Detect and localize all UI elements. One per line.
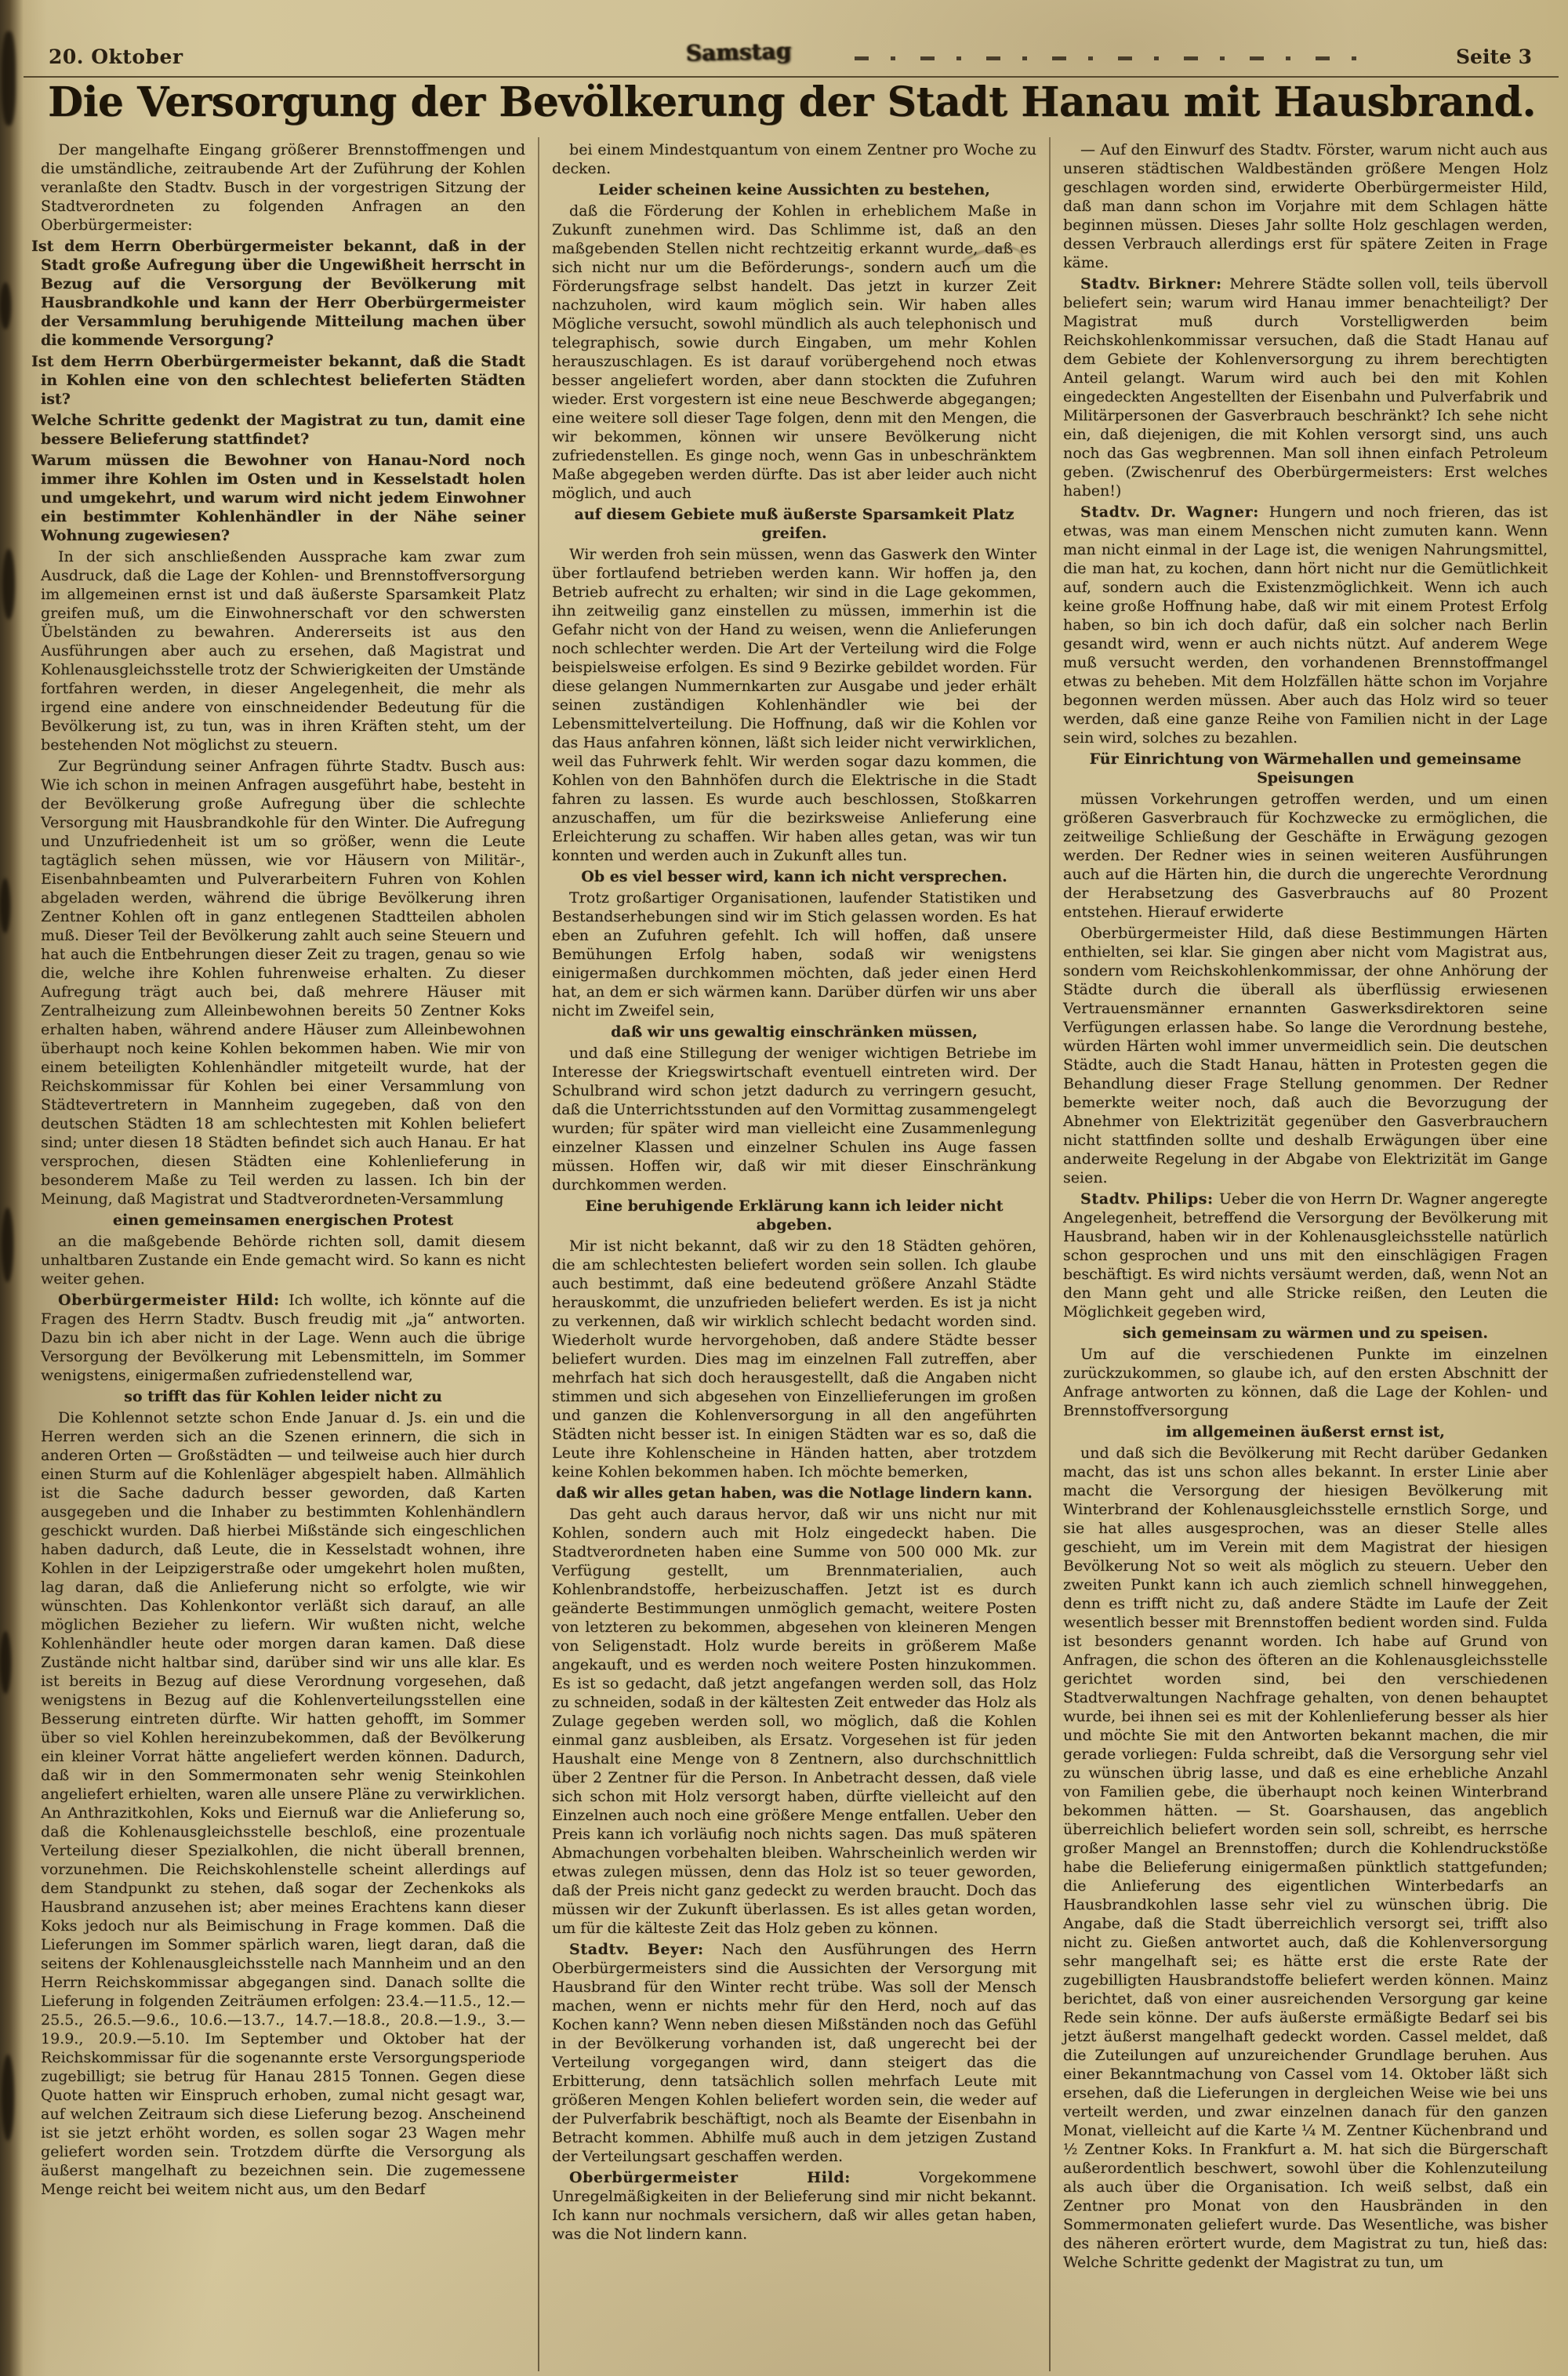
article-paragraph: Das geht auch daraus hervor, daß wir uns nicht nur mit Kohlen, sondern auch mit Holz eingedeckt haben. Die Stadtverordneten haben eine Summe von 500 000 Mk. zur Verfügung gestellt, um Brennmaterialien, auch Kohlenbrandstoffe, herbeizuschaffen. Jetzt ist es durch geänderte Bestimmungen unmöglich gemacht, weitere Posten von letzteren zu bekommen, abgesehen von kleineren Mengen von Seligenstadt. Holz wurde bereits in größerem Maße angekauft, und es werden noch weitere Posten hinzukommen. Es ist so gedacht, daß jetzt angefangen werden soll, das Holz zu schneiden, sodaß in der kältesten Zeit entweder das Holz als Zulage gegeben werden soll, wo möglich, daß die Kohlen einmal ganz ausbleiben, als Ersatz. Vorgesehen ist für jeden Haushalt eine Menge von 8 Zentnern, also durchschnittlich über 2 Zentner für die Person. In Anbetracht dessen, daß viele sich schon mit Holz versorgt haben, dürfte vielleicht auf den Einzelnen auch noch eine größere Menge entfallen. Ueber den Preis kann ich vorläufig noch nichts sagen. Das muß späteren Abmachungen vorbehalten bleiben. Wahrscheinlich werden wir etwas zulegen müssen, denn das Holz ist so teuer geworden, daß der Preis nicht ganz gedeckt zu werden braucht. Doch das müssen wir der Zukunft überlassen. Es ist alles getan worden, um für die kälteste Zeit das Holz geben zu können. [552,1506,1036,1937]
article-headline: Die Versorgung der Bevölkerung der Stadt Hanau mit Hausbrand. [47,78,1537,126]
inquiry-item: Warum müssen die Bewohner von Hanau-Nord noch immer ihre Kohlen im Osten und in Kesselstadt holen und umgekehrt, und warum wird nicht jedem Einwohner ein bestimmter Kohlenhändler in der Nähe seiner Wohnung zugewiesen? [31,452,525,544]
column-rule [1049,137,1051,2371]
header-dashes [855,56,1356,60]
article-subheading: Eine beruhigende Erklärung kann ich leider nicht abgeben. [585,1197,1004,1233]
article-paragraph: Oberbürgermeister Hild, daß diese Bestimmungen Härten enthielten, sei klar. Sie gingen aber nicht vom Magistrat aus, sondern vom Reichskohlenkommissar, der ohne Anhörung der Städte durch die überall als überflüssig erwiesenen Vertrauensmänner ernannten Gaswerksdirektoren seine Verfügungen erlassen habe. So lange die Verordnung bestehe, würden Härten wohl immer unvermeidlich sein. Die deutschen Städte, auch die Stadt Hanau, hätten in Protesten gegen die Behandlung dieser Frage Stellung genommen. Der Redner bemerkte weiter noch, daß auch die Bevorzugung der Abnehmer von Elektrizität gegenüber den Gasverbrauchern nicht stattfinden sollte und deshalb Erwägungen über eine anderweite Regelung in der Abgabe von Elektrizität im Gange seien. [1063,925,1548,1186]
article-paragraph: — Auf den Einwurf des Stadtv. Förster, warum nicht auch aus unseren städtischen Waldbeständen größere Mengen Holz geschlagen worden sind, erwiderte Oberbürgermeister Hild, daß man dann schon im Vorjahre mit dem Schlagen hätte beginnen müssen. Dieses Jahr sollte Holz geschlagen werden, dessen Verbrauch allerdings erst für spätere Zeiten in Frage käme. [1063,141,1548,271]
article-subheading: auf diesem Gebiete muß äußerste Sparsamkeit Platz greifen. [574,506,1014,542]
article-paragraph: Wir werden froh sein müssen, wenn das Gaswerk den Winter über fortlaufend betrieben werden kann. Wir hoffen ja, den Betrieb aufrecht zu erhalten; wir sind in die Lage gekommen, ihn zeitweilig ganz einstellen zu müssen, immerhin ist die Gefahr nicht von der Hand zu weisen, wenn die Anlieferungen noch schlechter werden. Die Art der Verteilung wird die Folge beispielsweise erfolgen. Es sind 9 Bezirke gebildet worden. Für diese gelangen Nummernkarten zur Ausgabe und jeder erhält seinen zuständigen Kohlenhändler wie bei der Lebensmittelverteilung. Die Hoffnung, daß wir die Kohlen vor das Haus anfahren können, läßt sich leider nicht verwirklichen, weil das Fuhrwerk fehlt. Wir werden sogar dazu kommen, die Kohlen von den Bahnhöfen durch die Elektrische in die Stadt fahren zu lassen. Es wurde auch beschlossen, Stoßkarren anzuschaffen, um für die bezirksweise Anlieferung eine Erleichterung zu schaffen. Wir haben alles getan, was wir tun konnten und werden auch in Zukunft alles tun. [552,546,1036,864]
column-2 [539,137,1049,2371]
article-subheading: Ob es viel besser wird, kann ich nicht versprechen. [581,868,1007,885]
ink-blot [0,1631,11,1694]
ink-blot [2,549,15,619]
article-paragraph: und daß eine Stillegung der weniger wichtigen Betriebe im Interesse der Kriegswirtschaft eventuell eintreten wird. Der Schulbrand wird schon jetzt dadurch zu verringern gesucht, daß die Unterrichtsstunden auf den Vormittag zusammengelegt wurden; für später wird man vielleicht eine Zusammenlegung einzelner Klassen und einzelner Schulen ins Auge fassen müssen. Hoffen wir, daß wir mit dieser Einschränkung durchkommen werden. [552,1044,1036,1193]
inquiry-item: Ist dem Herrn Oberbürgermeister bekannt, daß in der Stadt große Aufregung über die Ungewißheit herrscht in Bezug auf die Versorgung der Bevölkerung mit Hausbrandkohle und kann der Herr Oberbürgermeister der Versammlung beruhigende Mitteilung machen über die kommende Versorgung? [31,238,525,349]
article-paragraph: müssen Vorkehrungen getroffen werden, und um einen größeren Gasverbrauch für Kochzwecke zu ermöglichen, die zeitweilige Schließung der Geschäfte in Erwägung gezogen werden. Der Redner wies in seinen weiteren Ausführungen auch auf die Härten hin, die durch die ungerechte Verordnung der Herabsetzung des Gasverbrauchs auf 80 Prozent entstehen. Hierauf erwiderte [1063,790,1548,921]
article-paragraph: In der sich anschließenden Aussprache kam zwar zum Ausdruck, daß die Lage der Kohlen- und Brennstoffversorgung im allgemeinen ernst ist und daß äußerste Sparsamkeit Platz greifen muß, um die Einwohnerschaft vor den schwersten Übelständen zu bewahren. Andererseits ist aus den Ausführungen aber auch zu ersehen, daß Magistrat und Kohlenausgleichsstelle trotz der Schwierigkeiten der Umstände fortfahren werden, in dieser Angelegenheit, die mehr als irgend eine andere von einschneidender Bedeutung für die Bevölkerung ist, zu tun, was in ihren Kräften steht, um der bestehenden Not möglichst zu steuern. [41,548,525,754]
ink-blot [2,1208,13,1282]
speaker-name: Stadtv. Birkner: [1080,275,1230,292]
article-columns [28,137,1560,2371]
inquiry-item: Welche Schritte gedenkt der Magistrat zu tun, damit eine bessere Belieferung stattfindet? [31,412,525,448]
article-paragraph: Stadtv. Beyer: Nach den Ausführungen des Herrn Oberbürgermeisters sind die Aussichten der Versorgung mit Hausbrand für den Winter recht trübe. Was soll der Mensch machen, wenn er nichts mehr für den Herd, noch auf das Kochen kann? Wenn neben diesen Mißständen noch das Gefühl in der Bevölkerung vorhanden ist, daß ungerecht bei der Verteilung vorgegangen wird, dann steigert das die Erbitterung, denn tatsächlich sollen mehrfach Leute mit größeren Mengen Kohlen beliefert worden sein, die weder auf der Pulverfabrik beschäftigt, noch als Beamte der Eisenbahn in Betracht kommen. Abhilfe muß auch in dem jetzigen Zustand der Verteilungsart geschaffen werden. [552,1941,1036,2165]
header-rule [24,76,1559,78]
page-number: Seite 3 [1455,45,1532,68]
article-paragraph: daß die Förderung der Kohlen in erheblichem Maße in Zukunft zunehmen wird. Das Schlimme ist, daß an den maßgebenden Stellen nicht rechtzeitig erkannt wurde, daß es sich nicht nur um die Beförderungs-, sondern auch um die Förderungsfrage selbst handelt. Das jetzt in kurzer Zeit nachzuholen, wird kaum möglich sein. Wir haben alles Mögliche versucht, sowohl mündlich als auch telephonisch und telegraphisch, sowie durch Eingaben, um mehr Kohlen herauszuschlagen. Es ist darauf vorübergehend noch etwas besser angeliefert worden, aber dann stockten die Zufuhren wieder. Erst vorgestern ist eine neue Beschwerde abgegangen; eine weitere soll dieser Tage folgen, denn mit den Mengen, die wir bekommen, können wir unsere Bevölkerung nicht zufriedenstellen. Es ginge noch, wenn Gas in unbeschränktem Maße abgegeben werden dürfte. Das ist aber leider auch nicht möglich, und auch [552,202,1036,502]
article-paragraph: Der mangelhafte Eingang größerer Brennstoffmengen und die umständliche, zeitraubende Art der Zuführung der Kohlen veranlaßte den Stadtv. Busch in der vorgestrigen Sitzung der Stadtverordneten zu folgenden Anfragen an den Oberbürgermeister: [41,141,525,234]
article-paragraph: und daß sich die Bevölkerung mit Recht darüber Gedanken macht, das ist uns schon alles bekannt. In erster Linie aber macht die Versorgung der hiesigen Bevölkerung mit Winterbrand der Kohlenausgleichsstelle ernstlich Sorge, und sie hat alles ausgesprochen, was an dieser Stelle alles geschieht, um im Verein mit dem Magistrat der hiesigen Bevölkerung Not so weit als möglich zu steuern. Ueber den zweiten Punkt kann ich auch ziemlich schnell hinweggehen, denn es trifft nicht zu, daß andere Städte im Laufe der Zeit wesentlich besser mit Brennstoffen bedient worden sind. Fulda ist besonders genannt worden. Ich habe auf Grund von Anfragen, die schon des öfteren an die Kohlenausgleichsstelle gerichtet worden sind, bei den verschiedenen Stadtverwaltungen Nachfrage gehalten, von denen behauptet wurde, bei ihnen sei es mit der Kohlenlieferung besser als hier und möchte Sie mit den Antworten bekannt machen, die mir gerade vorliegen: Fulda schreibt, daß die Versorgung sehr viel zu wünschen übrig lasse, und daß es eine erhebliche Anzahl von Familien gebe, die überhaupt noch keinen Winterbrand bekommen hätten. — St. Goarshausen, das angeblich überreichlich beliefert worden sein soll, schreibt, es herrsche großer Mangel an Brennstoffen; durch die Kohlendruckstöße habe die Belieferung einigermaßen pünktlich stattgefunden; die Anlieferung des eigentlichen Winterbedarfs an Hausbrandkohlen lasse sehr viel zu wünschen übrig. Die Angabe, daß die Stadt überreichlich versorgt sei, trifft also nicht zu. Gießen antwortet auch, daß die Kohlenversorgung sehr mangelhaft sei; es hätte erst die erste Rate der zugebilligten Hausbrandstoffe beliefert werden können. Mainz berichtet, daß von einer ausreichenden Versorgung gar keine Rede sein könne. Der aufs äußerste ermäßigte Bedarf sei bis jetzt äußerst mangelhaft gedeckt worden. Cassel meldet, daß die Zuteilungen auf unzureichender Grundlage beruhen. Aus einer Bekanntmachung von Cassel vom 14. Oktober läßt sich ersehen, daß die Lieferungen in dergleichen Weise wie bei uns verteilt werden, und zwar einzelnen danach für den ganzen Monat, vielleicht auf die Karte ¼ M. Zentner Küchenbrand und ½ Zentner Koks. In Frankfurt a. M. hat sich die Bürgerschaft außerordentlich beschwert, sowohl über die Kohlenzuteilung als auch über die Organisation. Ich weiß selbst, daß ein Zentner pro Monat von den Hausbränden in den Sommermonaten geliefert wurde. Das Wesentliche, was bisher des näheren erörtert wurde, dem Magistrat zu tun, hieß das: Welche Schritte gedenkt der Magistrat zu tun, um [1063,1444,1548,2271]
column-1 [28,137,538,2371]
article-paragraph: Stadtv. Philips: Ueber die von Herrn Dr. Wagner angeregte Angelegenheit, betreffend die Versorgung der Bevölkerung mit Hausbrand, haben wir in der Kohlenausgleichsstelle natürlich schon gesprochen und uns mit den einschlägigen Fragen beschäftigt. Es wird nichts versäumt werden, daß, wenn Not an den Mann geht und alle Stricke reißen, den Leuten die Möglichkeit gegeben wird, [1063,1190,1548,1321]
ink-blot [0,282,11,329]
article-subheading: sich gemeinsam zu wärmen und zu speisen. [1122,1324,1488,1342]
article-paragraph: Zur Begründung seiner Anfragen führte Stadtv. Busch aus: Wie ich schon in meinen Anfragen ausgeführt habe, besteht in der Bevölkerung große Aufregung über die schlechte Versorgung mit Hausbrandkohle für den Winter. Die Aufregung und Unzufriedenheit ist um so größer, wenn die Leute tagtäglich sehen müssen, wie vor Häusern von Militär-, Eisenbahnbeamten und Pulverarbeitern Fuhren von Kohlen abgeladen werden, während die übrige Bevölkerung ihren Zentner Kohlen oft in ganz entlegenen Stadtteilen abholen muß. Dieser Teil der Bevölkerung zahlt auch seine Steuern und hat auch die Entbehrungen dieser Zeit zu tragen, genau so wie die, welche ihre Kohlen fuhrenweise erhalten. Zu dieser Aufregung trägt auch bei, daß mehrere Häuser mit Zentralheizung zum Alleinbewohnen bereits 50 Zentner Koks erhalten haben, während andere Häuser zum Alleinbewohnen überhaupt noch keine Kohlen bekommen haben. Wie mir von einem beteiligten Kohlenhändler mitgeteilt wurde, hat der Reichskommissar für Kohlen bei einer Versammlung von Städtevertretern in Mannheim zugegeben, daß von den deutschen Städten 18 am schlechtesten mit Kohlen beliefert sind; unter diesen 18 Städten befindet sich auch Hanau. Er hat versprochen, diesen Städten eine Kohlenlieferung in besonderem Maße zu Teil werden zu lassen. Ich bin der Meinung, daß Magistrat und Stadtverordneten-Versammlung [41,757,525,1208]
article-subheading: so trifft das für Kohlen leider nicht zu [124,1388,442,1405]
article-paragraph: Trotz großartiger Organisationen, laufender Statistiken und Bestandserhebungen sind wir im Stich gelassen worden. Es hat eben an Zufuhren gefehlt. Ich will hoffen, daß unsere Bemühungen Erfolg haben, sodaß wir wenigstens einigermaßen durchkommen möchten, daß jeder einen Herd hat, an dem er sich wärmen kann. Darüber dürfen wir uns aber nicht im Zweifel sein, [552,889,1036,1019]
speaker-name: Stadtv. Beyer: [569,1941,722,1958]
article-paragraph: Mir ist nicht bekannt, daß wir zu den 18 Städten gehören, die am schlechtesten beliefert worden sein sollen. Ich glaube auch bestimmt, daß eine bedeutend größere Anzahl Städte herauskommt, die unzufrieden beliefert werden. Es ist ja nicht zu verkennen, daß wir wirklich schlecht bedacht worden sind. Wiederholt wurde hervorgehoben, daß andere Städte besser beliefert wurden. Dies mag im einzelnen Fall zutreffen, aber mehrfach hat sich doch herausgestellt, daß die Angaben nicht stimmen und sich abgesehen von Einzellieferungen im großen und ganzen die Kohlenversorgung in all den angeführten Städten nicht besser ist. In einigen Städten war es so, daß die Leute ihre Kohlenscheine in Händen hatten, aber trotzdem keine Kohlen bekommen haben. Ich möchte bemerken, [552,1237,1036,1480]
article-subheading: daß wir uns gewaltig einschränken müssen, [611,1023,978,1041]
article-subheading: im allgemeinen äußerst ernst ist, [1166,1423,1445,1440]
speaker-name: Oberbürgermeister Hild: [569,2169,920,2186]
article-paragraph: bei einem Mindestquantum von einem Zentner pro Woche zu decken. [552,141,1036,177]
article-subheading: daß wir alles getan haben, was die Notlage lindern kann. [556,1484,1033,1502]
article-paragraph: Um auf die verschiedenen Punkte im einzelnen zurückzukommen, so glaube ich, auf den ersten Abschnitt der Anfrage antworten zu können, daß die Lage der Kohlen- und Brennstoffversorgung [1063,1346,1548,1419]
page-header [24,38,1559,74]
column-rule [538,137,539,2371]
speaker-name: Stadtv. Dr. Wagner: [1080,503,1269,521]
article-subheading: einen gemeinsamen energischen Protest [112,1212,454,1229]
day-stamp: Samstag [685,38,792,67]
article-paragraph: an die maßgebende Behörde richten soll, damit diesem unhaltbaren Zustande ein Ende gemacht wird. So kann es nicht weiter gehen. [41,1233,525,1288]
article-subheading: Leider scheinen keine Aussichten zu bestehen, [598,181,990,198]
ink-blot [2,31,16,125]
article-paragraph: Oberbürgermeister Hild: Ich wollte, ich könnte auf die Fragen des Herrn Stadtv. Busch freudig mit „ja“ antworten. Dazu bin ich aber nicht in der Lage. Wenn auch die übrige Versorgung der Bevölkerung mit Lebensmitteln, im Sommer wenigstens, einigermaßen zufriedenstellend war, [41,1292,525,1384]
issue-date: 20. Oktober [49,45,183,68]
article-paragraph: Die Kohlennot setzte schon Ende Januar d. Js. ein und die Herren werden sich an die Szenen erinnern, die sich in anderen Orten — Großstädten — und teilweise auch hier durch einen Sturm auf die Kohlenläger abgespielt haben. Allmählich ist die Sache dadurch besser geworden, daß Karten ausgegeben und die Inhaber zu bestimmten Kohlenhändlern geschickt wurden. Daß hierbei Mißstände sich eingeschlichen haben dadurch, daß Leute, die in Kesselstadt wohnen, ihre Kohlen in der Leipzigerstraße oder umgekehrt holen mußten, lag daran, daß die Anlieferung nicht so erfolgte, wie wir wünschten. Das Kohlenkontor verläßt sich darauf, an alle möglichen Bezieher zu liefern. Wir wußten nicht, welche Kohlenhändler heute oder morgen daran kamen. Daß diese Zustände nicht haltbar sind, darüber sind wir uns alle klar. Es ist bereits in Bezug auf diese Verordnung vorgesehen, daß wenigstens in Bezug auf die Kohlenverteilungsstellen eine Besserung eintreten dürfte. Wir hatten gehofft, im Sommer über so viel Kohlen hereinzubekommen, daß der Bevölkerung ein kleiner Vorrat hätte angeliefert werden können. Dadurch, daß wir in den Sommermonaten sehr wenig Steinkohlen angeliefert erhielten, waren alle unsere Pläne zu verwirklichen. An Anthrazitkohlen, Koks und Eiernuß war die Anlieferung so, daß die Kohlenausgleichsstelle beschloß, eine prozentuale Verteilung dieser Spezialkohlen, die nicht überall brennen, vorzunehmen. Die Reichskohlenstelle scheint allerdings auf dem Standpunkt zu stehen, daß sogar der Zechenkoks als Hausbrand anzusehen ist; aber meines Erachtens kann dieser Koks jedoch nur als Beimischung in Frage kommen. Daß die Lieferungen im Sommer spärlich waren, liegt daran, daß die seitens der Kohlenausgleichsstelle nach Mannheim und an den Herrn Reichskommissar abgegangen sind. Danach sollte die Lieferung in folgenden Zeiträumen erfolgen: 23.4.—11.5., 12.—25.5., 26.5.—9.6., 10.6.—13.7., 14.7.—18.8., 20.8.—1.9., 3.—19.9., 20.9.—5.10. Im September und Oktober hat der Reichskommissar für die sogenannte erste Versorgungsperiode zugebilligt; sie betrug für Hanau 2815 Tonnen. Gegen diese Quote hatten wir Einspruch erhoben, zumal nicht gesagt war, auf welchen Zeitraum sich diese Lieferung bezog. Anscheinend ist sie jetzt erhöht worden, es sollen sogar 23 Wagen mehr geliefert worden sein. Trotzdem dürfte die Versorgung als äußerst mangelhaft zu bezeichnen sein. Die zugemessene Menge reicht bei weitem nicht aus, um den Bedarf [41,1409,525,2198]
ink-blot [2,2054,14,2141]
article-paragraph: Stadtv. Dr. Wagner: Hungern und noch frieren, das ist etwas, was man einem Menschen nicht zumuten kann. Wenn man nicht einmal in der Lage ist, die wenigen Nahrungsmittel, die man hat, zu kochen, dann hört nicht nur die Gemütlichkeit auf, sondern auch die Existenzmöglichkeit. Wenn ich auch keine große Hoffnung habe, daß wir mit einem Protest Erfolg haben, so bin ich doch dafür, daß ein solcher nach Berlin gesandt wird, wenn er auch nichts nützt. Auf anderem Wege muß versucht werden, den vorhandenen Brennstoffmangel etwas zu beheben. Mit dem Holzfällen hätte schon im Vorjahre begonnen werden müssen. Aber auch das Holz wird so teuer werden, daß eine ganze Reihe von Familien nicht in der Lage sein wird, solches zu bezahlen. [1063,503,1548,747]
speaker-name: Stadtv. Philips: [1080,1190,1219,1208]
binding-edge [0,0,24,2376]
speaker-name: Oberbürgermeister Hild: [58,1292,289,1309]
article-paragraph: Stadtv. Birkner: Mehrere Städte sollen voll, teils übervoll beliefert sein; warum wird Hanau immer benachteiligt? Der Magistrat muß durch Vorstelligwerden beim Reichskohlenkommissar versuchen, daß die Stadt Hanau auf dem Gebiete der Kohlenversorgung zu ihrem berechtigten Anteil gelangt. Warum wird auch bei den mit Kohlen eingedeckten Angestellten der Eisenbahn und Pulverfabrik und Militärpersonen der Gasverbrauch beschränkt? Ich sehe nicht ein, daß diejenigen, die mit Kohlen versorgt sind, uns auch noch das Gas wegbrennen. Man soll ihnen einfach Petroleum geben. (Zwischenruf des Oberbürgermeisters: Erst welches haben!) [1063,275,1548,500]
ink-blot [0,878,10,933]
column-3 [1051,137,1560,2371]
article-paragraph: Oberbürgermeister Hild: Vorgekommene Unregelmäßigkeiten in der Belieferung sind mir nicht bekannt. Ich kann nur nochmals versichern, daß wir alles getan haben, was die Not lindern kann. [552,2169,1036,2243]
article-subheading: Für Einrichtung von Wärmehallen und gemeinsame Speisungen [1089,750,1522,787]
inquiry-item: Ist dem Herrn Oberbürgermeister bekannt, daß die Stadt in Kohlen eine von den schlechtest belieferten Städten ist? [31,353,525,408]
